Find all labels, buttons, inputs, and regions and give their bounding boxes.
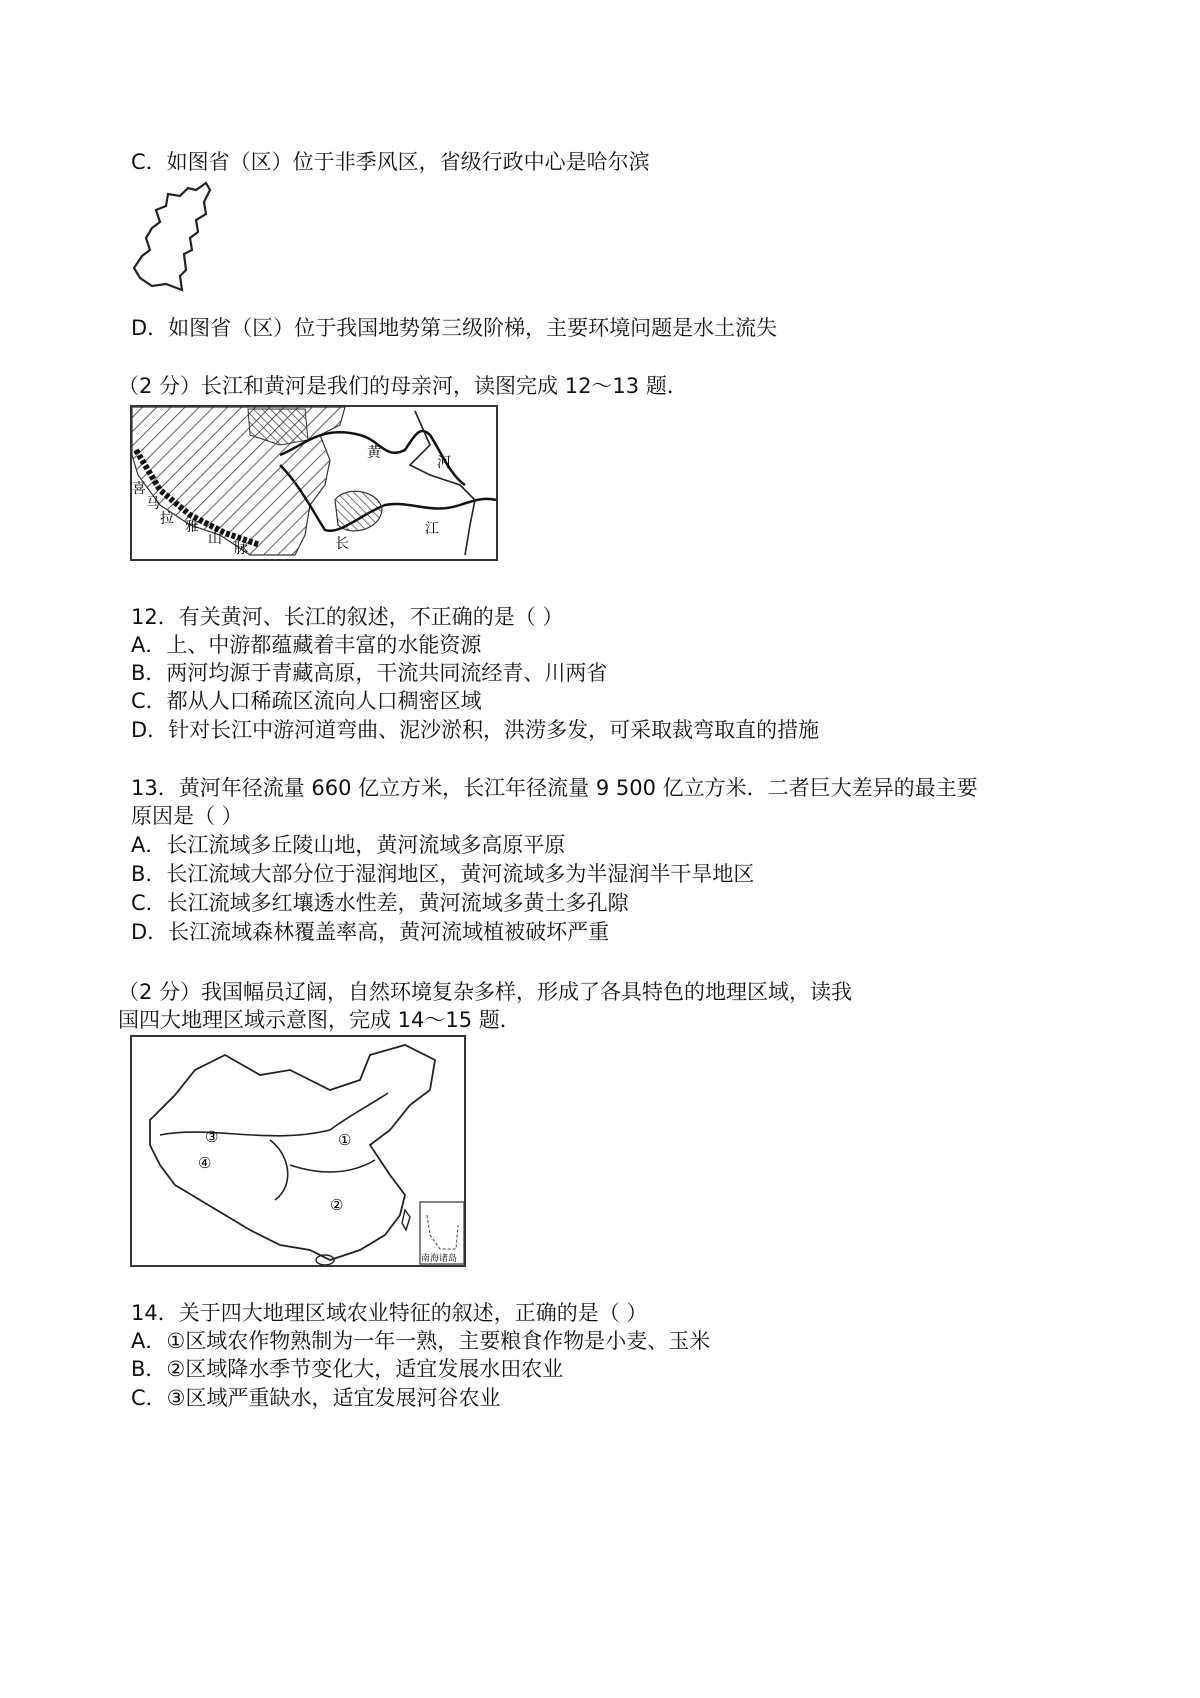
inset-label: 南海诸岛 [421, 1254, 458, 1264]
option-c-prev: C．如图省（区）位于非季风区，省级行政中心是哈尔滨 [131, 150, 650, 174]
map-label-he: 河 [437, 455, 451, 471]
q12-option-a: A．上、中游都蕴藏着丰富的水能资源 [131, 633, 482, 657]
q14-stem: 14．关于四大地理区域农业特征的叙述，正确的是（ ） [131, 1301, 648, 1325]
q13-stem-line1: 13．黄河年径流量 660 亿立方米，长江年径流量 9 500 亿立方米．二者巨大差异的最主要 [131, 776, 978, 800]
china-four-regions-map [130, 1035, 466, 1267]
q13-option-a: A．长江流域多丘陵山地，黄河流域多高原平原 [131, 833, 566, 857]
q12-stem: 12．有关黄河、长江的叙述，不正确的是（ ） [131, 605, 564, 629]
q12-option-d: D．针对长江中游河道弯曲、泥沙淤积，洪涝多发，可采取裁弯取直的措施 [131, 718, 820, 742]
map-label-ya: 雅 [185, 519, 199, 535]
intro-14-15-line2: 国四大地理区域示意图，完成 14～15 题． [118, 1008, 521, 1032]
q12-option-b: B．两河均源于青藏高原，干流共同流经青、川两省 [131, 661, 608, 685]
q13-option-c: C．长江流域多红壤透水性差，黄河流域多黄土多孔隙 [131, 891, 629, 915]
map-label-huang: 黄 [367, 445, 381, 461]
q14-option-a: A．①区域农作物熟制为一年一熟，主要粮食作物是小麦、玉米 [131, 1329, 711, 1353]
map-label-mai: 脉 [234, 541, 248, 557]
map-label-jiang: 江 [425, 521, 439, 537]
option-d-prev: D．如图省（区）位于我国地势第三级阶梯，主要环境问题是水土流失 [131, 316, 778, 340]
map-label-shan: 山 [208, 531, 222, 547]
region-label-3: ③ [205, 1128, 219, 1146]
q12-option-c: C．都从人口稀疏区流向人口稠密区域 [131, 689, 482, 713]
map-label-chang: 长 [335, 536, 349, 552]
map-label-la: 拉 [160, 511, 174, 527]
q13-stem-line2: 原因是（ ） [131, 804, 243, 828]
region-label-4: ④ [198, 1154, 212, 1172]
region-label-2: ② [330, 1196, 344, 1214]
yangtze-yellow-river-map [130, 405, 498, 561]
q14-option-c: C．③区域严重缺水，适宜发展河谷农业 [131, 1386, 501, 1410]
intro-12-13: （2 分）长江和黄河是我们的母亲河，读图完成 12～13 题． [118, 374, 688, 398]
q13-option-b: B．长江流域大部分位于湿润地区，黄河流域多为半湿润半干旱地区 [131, 862, 755, 886]
map-label-ma: 马 [146, 496, 160, 512]
region-label-1: ① [338, 1131, 352, 1149]
intro-14-15-line1: （2 分）我国幅员辽阔，自然环境复杂多样，形成了各具特色的地理区域，读我 [118, 980, 853, 1004]
q13-option-d: D．长江流域森林覆盖率高，黄河流域植被破坏严重 [131, 920, 610, 944]
province-outline-path [134, 183, 210, 290]
province-outline-figure [132, 180, 222, 295]
map-label-xi: 喜 [132, 481, 146, 497]
q14-option-b: B．②区域降水季节变化大，适宜发展水田农业 [131, 1357, 564, 1381]
